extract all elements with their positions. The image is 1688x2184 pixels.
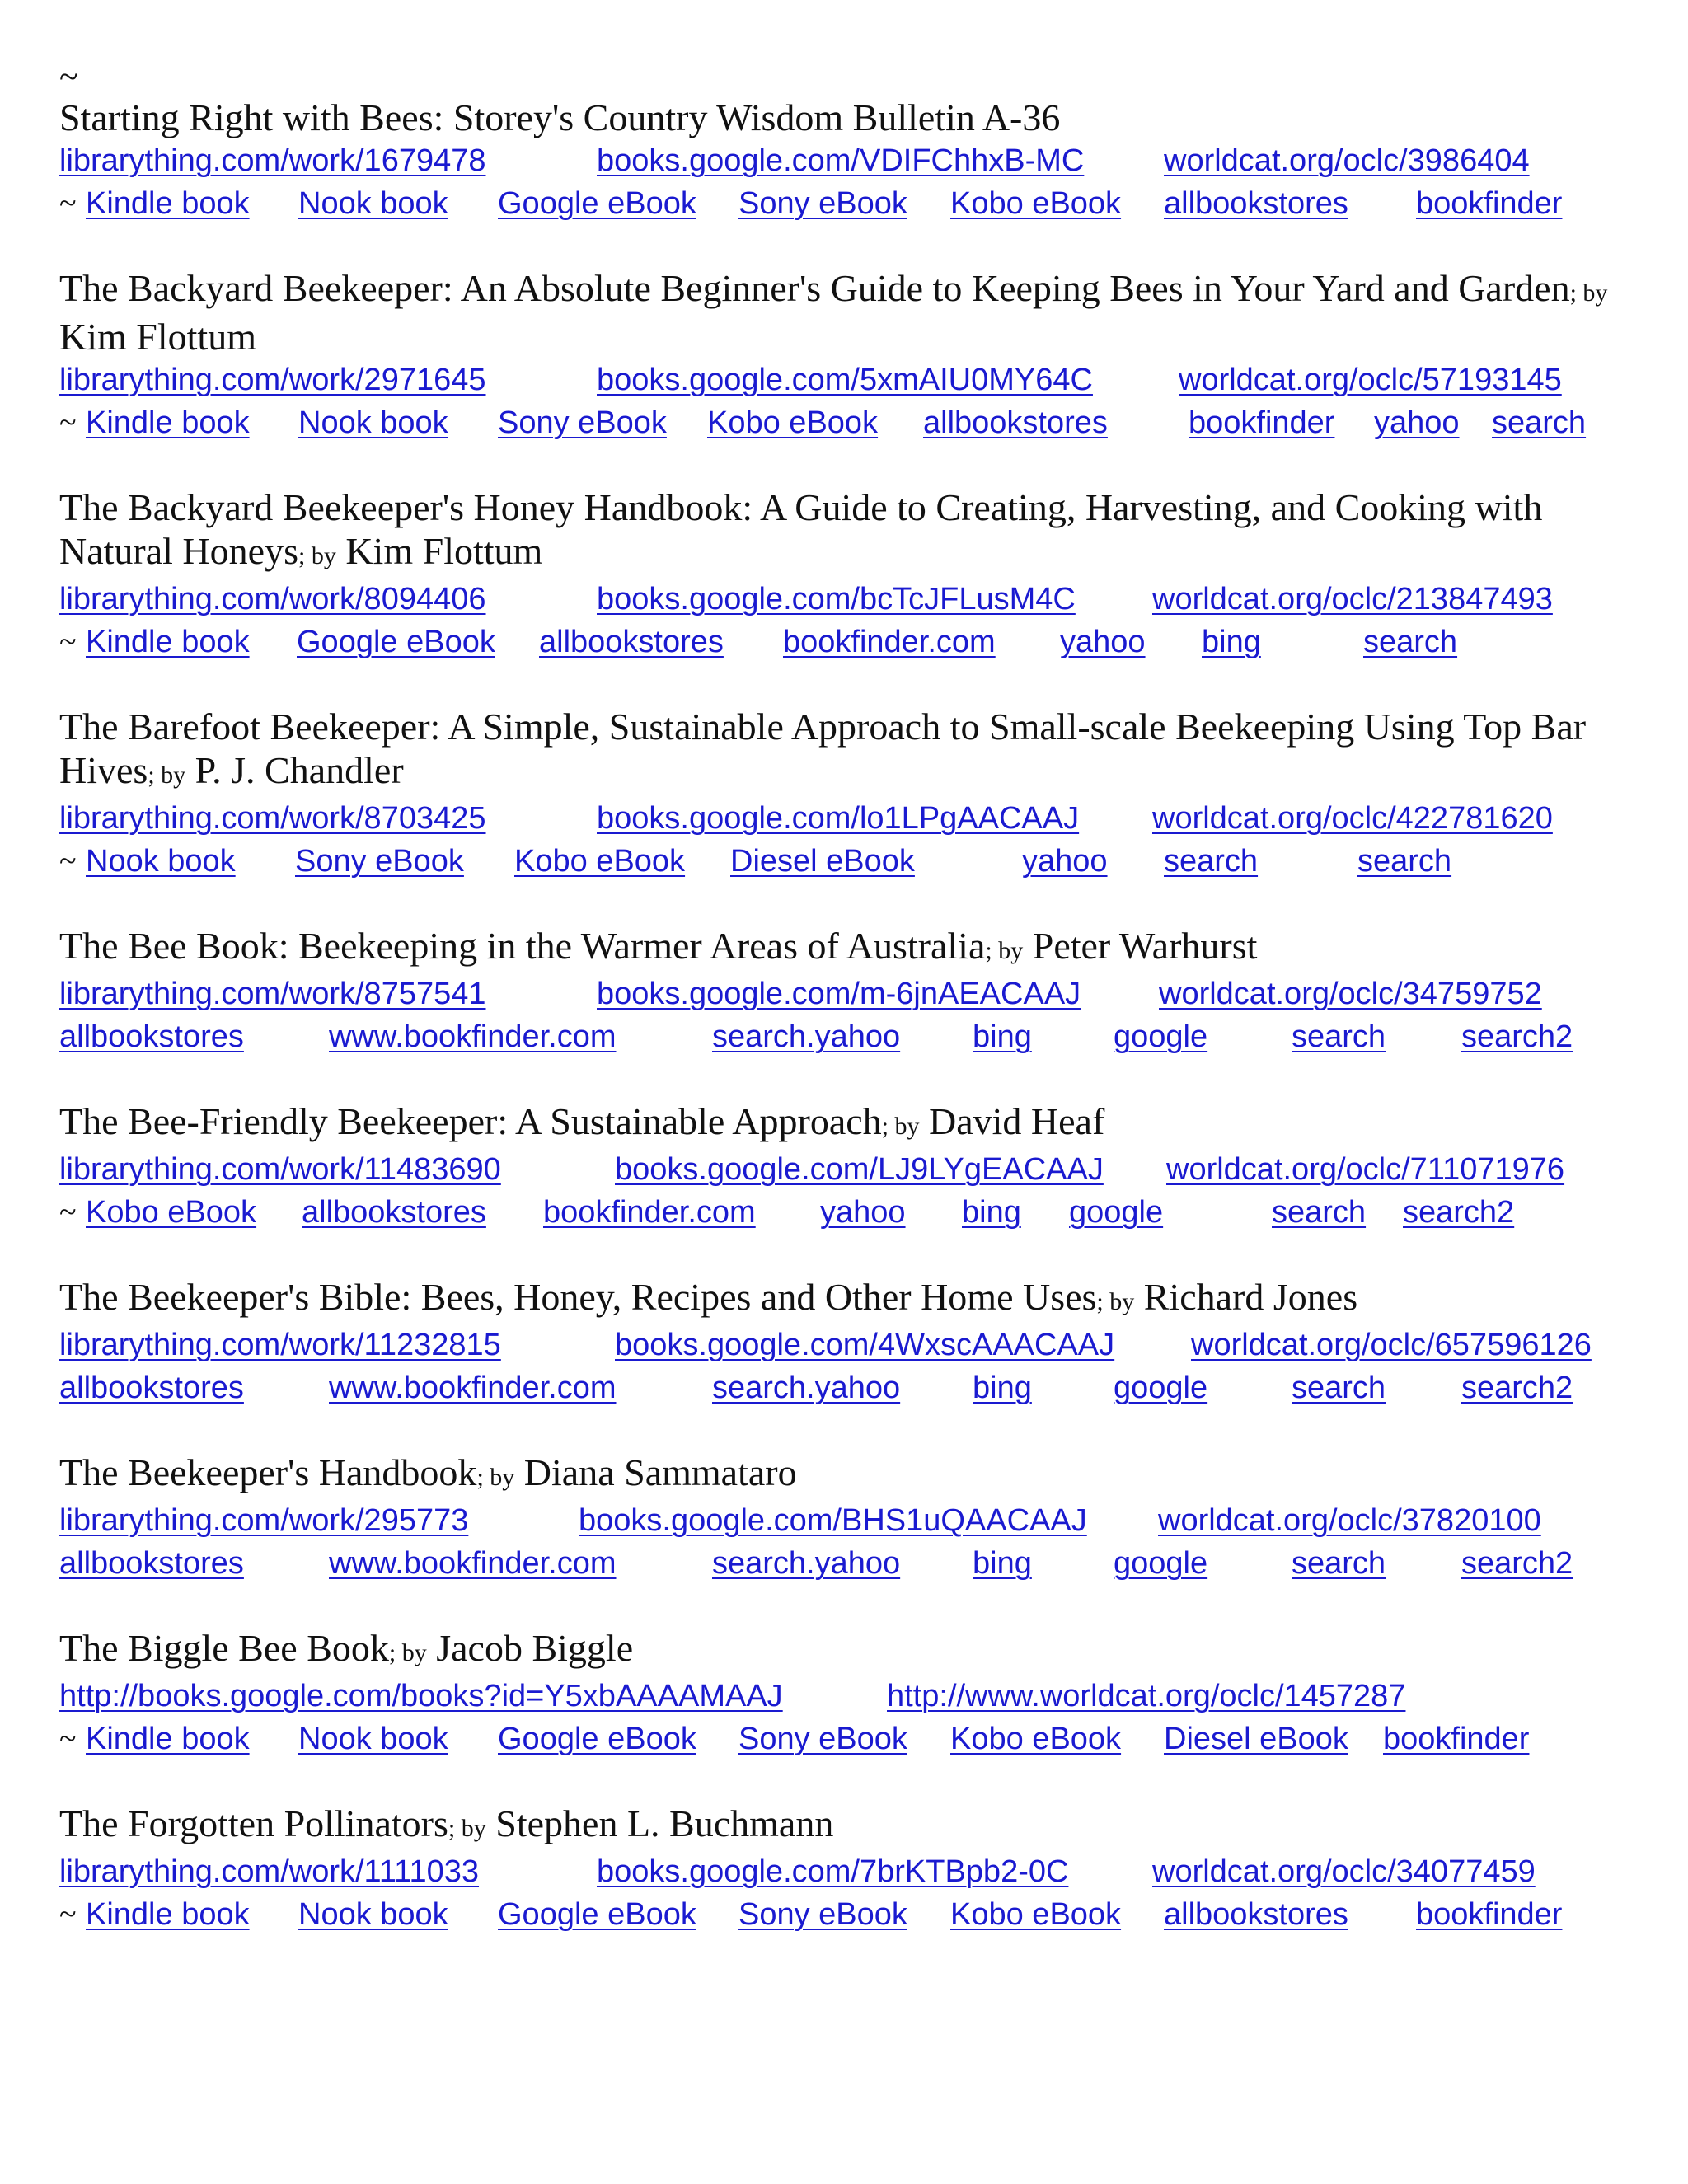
link-search[interactable]: search [1492, 405, 1587, 440]
link-librarything-com-work-1679478[interactable]: librarything.com/work/1679478 [59, 143, 486, 178]
link-books-google-com-bctcjflusm4c[interactable]: books.google.com/bcTcJFLusM4C [597, 582, 1076, 616]
link-search[interactable]: search [1292, 1019, 1386, 1054]
link-books-google-com-bhs1uqaacaaj[interactable]: books.google.com/BHS1uQAACAAJ [579, 1503, 1087, 1538]
book-entry [59, 485, 1642, 663]
link-books-google-com-7brktbpb2-0c[interactable]: books.google.com/7brKTBpb2-0C [597, 1854, 1069, 1889]
link-bookfinder-com[interactable]: bookfinder.com [543, 1195, 756, 1230]
link-google-ebook[interactable]: Google eBook [297, 625, 495, 659]
by-label: ; by [985, 937, 1024, 964]
link-kobo-ebook[interactable]: Kobo eBook [707, 405, 879, 440]
link-nook-book[interactable]: Nook book [86, 844, 236, 879]
link-books-google-com-5xmaiu0my64c[interactable]: books.google.com/5xmAIU0MY64C [597, 363, 1093, 397]
book-title [59, 1451, 1642, 1499]
link-allbookstores[interactable]: allbookstores [539, 625, 724, 659]
link-worldcat-org-oclc-37820100[interactable]: worldcat.org/oclc/37820100 [1158, 1503, 1541, 1538]
link-kobo-ebook[interactable]: Kobo eBook [86, 1195, 257, 1230]
link-allbookstores[interactable]: allbookstores [1164, 1897, 1348, 1932]
link-worldcat-org-oclc-657596126[interactable]: worldcat.org/oclc/657596126 [1191, 1328, 1592, 1362]
book-entry [59, 1099, 1642, 1234]
link-search-yahoo[interactable]: search.yahoo [712, 1546, 901, 1581]
book-author: Richard Jones [1143, 1276, 1358, 1318]
link-sony-ebook[interactable]: Sony eBook [738, 186, 907, 221]
by-label: ; by [1569, 279, 1608, 307]
store-links-row [59, 840, 1642, 883]
book-author: Peter Warhurst [1032, 925, 1258, 967]
book-entry [59, 1802, 1642, 1936]
link-books-google-com-lj9lygeacaaj[interactable]: books.google.com/LJ9LYgEACAAJ [615, 1152, 1104, 1187]
link-google[interactable]: google [1114, 1546, 1208, 1581]
store-links-row [59, 1191, 1642, 1234]
book-author: Jacob Biggle [436, 1627, 634, 1669]
link-bookfinder[interactable]: bookfinder [1416, 186, 1563, 221]
book-title [59, 485, 1642, 578]
book-title-text: The Beekeeper's Handbook [59, 1451, 477, 1493]
link-http-www-worldcat-org-oclc-1457287[interactable]: http://www.worldcat.org/oclc/1457287 [887, 1679, 1406, 1713]
book-entry [59, 705, 1642, 883]
link-worldcat-org-oclc-34077459[interactable]: worldcat.org/oclc/34077459 [1152, 1854, 1536, 1889]
by-label: ; by [448, 1815, 486, 1842]
book-title-text: The Bee Book: Beekeeping in the Warmer Areas of Australia [59, 925, 986, 967]
link-sony-ebook[interactable]: Sony eBook [738, 1897, 907, 1932]
book-author: Diana Sammataro [523, 1451, 797, 1493]
link-allbookstores[interactable]: allbookstores [59, 1546, 244, 1581]
top-tilde: ~ [59, 59, 78, 96]
link-google-ebook[interactable]: Google eBook [498, 1897, 696, 1932]
link-librarything-com-work-8703425[interactable]: librarything.com/work/8703425 [59, 801, 486, 836]
tilde-marker: ~ [59, 1897, 77, 1932]
tilde-marker: ~ [59, 625, 77, 659]
catalog-links-row [59, 1675, 1642, 1718]
link-bookfinder-com[interactable]: bookfinder.com [783, 625, 996, 659]
link-kindle-book[interactable]: Kindle book [86, 405, 250, 440]
link-bookfinder[interactable]: bookfinder [1383, 1722, 1530, 1756]
book-title [59, 96, 1642, 139]
book-author: Kim Flottum [59, 316, 256, 358]
link-nook-book[interactable]: Nook book [298, 1897, 448, 1932]
link-search[interactable]: search [1164, 844, 1259, 879]
link-bookfinder[interactable]: bookfinder [1416, 1897, 1563, 1932]
link-bing[interactable]: bing [973, 1371, 1032, 1405]
link-search2[interactable]: search2 [1461, 1019, 1573, 1054]
book-title [59, 1275, 1642, 1324]
by-label: ; by [1096, 1288, 1135, 1315]
document-page [59, 59, 1642, 1977]
by-label: ; by [148, 762, 186, 789]
catalog-links-row [59, 972, 1642, 1015]
link-yahoo[interactable]: yahoo [1022, 844, 1108, 879]
store-links-row [59, 401, 1642, 444]
book-title-text: The Biggle Bee Book [59, 1627, 389, 1669]
book-title-text: The Forgotten Pollinators [59, 1802, 448, 1844]
link-search2[interactable]: search2 [1403, 1195, 1515, 1230]
book-entry [59, 924, 1642, 1058]
store-links-row [59, 1893, 1642, 1936]
link-kindle-book[interactable]: Kindle book [86, 625, 250, 659]
book-title-text: The Barefoot Beekeeper: A Simple, Sustainable Approach to Small-scale Beekeeping Using Top Bar Hives [59, 705, 1587, 791]
catalog-links-row [59, 578, 1642, 621]
link-search-yahoo[interactable]: search.yahoo [712, 1371, 901, 1405]
link-bookfinder[interactable]: bookfinder [1189, 405, 1335, 440]
link-search-yahoo[interactable]: search.yahoo [712, 1019, 901, 1054]
book-title [59, 1626, 1642, 1675]
catalog-links-row [59, 139, 1642, 182]
link-librarything-com-work-8757541[interactable]: librarything.com/work/8757541 [59, 977, 486, 1011]
store-links-row [59, 621, 1642, 663]
catalog-links-row [59, 1148, 1642, 1191]
link-search2[interactable]: search2 [1461, 1546, 1573, 1581]
link-search[interactable]: search [1272, 1195, 1367, 1230]
link-search2[interactable]: search2 [1461, 1371, 1573, 1405]
link-books-google-com-m-6jnaeacaaj[interactable]: books.google.com/m-6jnAEACAAJ [597, 977, 1081, 1011]
link-books-google-com-lo1lpgaacaaj[interactable]: books.google.com/lo1LPgAACAAJ [597, 801, 1080, 836]
link-search[interactable]: search [1357, 844, 1452, 879]
store-links-row [59, 1542, 1642, 1585]
link-google[interactable]: google [1114, 1019, 1208, 1054]
link-yahoo[interactable]: yahoo [1374, 405, 1460, 440]
book-author: P. J. Chandler [195, 749, 404, 791]
link-librarything-com-work-11232815[interactable]: librarything.com/work/11232815 [59, 1328, 501, 1362]
link-bing[interactable]: bing [962, 1195, 1021, 1230]
link-diesel-ebook[interactable]: Diesel eBook [1164, 1722, 1348, 1756]
link-bing[interactable]: bing [1202, 625, 1261, 659]
link-kindle-book[interactable]: Kindle book [86, 186, 250, 221]
by-label: ; by [388, 1639, 427, 1666]
tilde-marker: ~ [59, 186, 77, 221]
book-entry [59, 1451, 1642, 1585]
link-librarything-com-work-11483690[interactable]: librarything.com/work/11483690 [59, 1152, 501, 1187]
link-worldcat-org-oclc-3986404[interactable]: worldcat.org/oclc/3986404 [1164, 143, 1530, 178]
link-worldcat-org-oclc-711071976[interactable]: worldcat.org/oclc/711071976 [1166, 1152, 1565, 1187]
link-kobo-ebook[interactable]: Kobo eBook [950, 186, 1122, 221]
link-google-ebook[interactable]: Google eBook [498, 1722, 696, 1756]
book-entry [59, 96, 1642, 225]
link-allbookstores[interactable]: allbookstores [1164, 186, 1348, 221]
link-books-google-com-vdifchhxb-mc[interactable]: books.google.com/VDIFChhxB-MC [597, 143, 1085, 178]
book-list [59, 96, 1642, 1936]
catalog-links-row [59, 1324, 1642, 1366]
link-worldcat-org-oclc-57193145[interactable]: worldcat.org/oclc/57193145 [1179, 363, 1562, 397]
link-bing[interactable]: bing [973, 1019, 1032, 1054]
link-yahoo[interactable]: yahoo [1060, 625, 1146, 659]
book-entry [59, 1626, 1642, 1760]
book-entry [59, 266, 1642, 444]
link-worldcat-org-oclc-422781620[interactable]: worldcat.org/oclc/422781620 [1152, 801, 1553, 836]
tilde-marker: ~ [59, 1722, 77, 1756]
link-kobo-ebook[interactable]: Kobo eBook [514, 844, 686, 879]
link-librarything-com-work-295773[interactable]: librarything.com/work/295773 [59, 1503, 469, 1538]
book-author: David Heaf [929, 1100, 1105, 1142]
link-allbookstores[interactable]: allbookstores [923, 405, 1108, 440]
book-title-text: Starting Right with Bees: Storey's Country Wisdom Bulletin A-36 [59, 96, 1061, 138]
book-title [59, 1802, 1642, 1850]
link-www-bookfinder-com[interactable]: www.bookfinder.com [329, 1019, 617, 1054]
link-www-bookfinder-com[interactable]: www.bookfinder.com [329, 1546, 617, 1581]
link-kindle-book[interactable]: Kindle book [86, 1897, 250, 1932]
tilde-marker: ~ [59, 405, 77, 440]
catalog-links-row [59, 359, 1642, 401]
book-title-text: The Backyard Beekeeper: An Absolute Beginner's Guide to Keeping Bees in Your Yard and Garden [59, 267, 1570, 309]
by-label: ; by [298, 542, 336, 569]
link-nook-book[interactable]: Nook book [298, 186, 448, 221]
book-title-text: The Beekeeper's Bible: Bees, Honey, Recipes and Other Home Uses [59, 1276, 1097, 1318]
link-worldcat-org-oclc-34759752[interactable]: worldcat.org/oclc/34759752 [1159, 977, 1542, 1011]
link-www-bookfinder-com[interactable]: www.bookfinder.com [329, 1371, 617, 1405]
link-librarything-com-work-1111033[interactable]: librarything.com/work/1111033 [59, 1854, 480, 1889]
book-title-text: The Backyard Beekeeper's Honey Handbook: A Guide to Creating, Harvesting, and Cooking with Natural Honeys [59, 486, 1543, 572]
link-nook-book[interactable]: Nook book [298, 405, 448, 440]
link-search[interactable]: search [1292, 1371, 1386, 1405]
tilde-marker: ~ [59, 844, 77, 879]
link-sony-ebook[interactable]: Sony eBook [738, 1722, 907, 1756]
link-bing[interactable]: bing [973, 1546, 1032, 1581]
store-links-row [59, 1366, 1642, 1409]
catalog-links-row [59, 797, 1642, 840]
link-google-ebook[interactable]: Google eBook [498, 186, 696, 221]
link-allbookstores[interactable]: allbookstores [59, 1019, 244, 1054]
by-label: ; by [476, 1464, 515, 1491]
catalog-links-row [59, 1850, 1642, 1893]
link-librarything-com-work-2971645[interactable]: librarything.com/work/2971645 [59, 363, 486, 397]
catalog-links-row [59, 1499, 1642, 1542]
store-links-row [59, 1718, 1642, 1760]
link-allbookstores[interactable]: allbookstores [59, 1371, 244, 1405]
by-label: ; by [881, 1113, 920, 1140]
link-librarything-com-work-8094406[interactable]: librarything.com/work/8094406 [59, 582, 486, 616]
link-nook-book[interactable]: Nook book [298, 1722, 448, 1756]
link-allbookstores[interactable]: allbookstores [302, 1195, 486, 1230]
link-kobo-ebook[interactable]: Kobo eBook [950, 1722, 1122, 1756]
link-http-books-google-com-books-id-y5xbaaaam[interactable]: http://books.google.com/books?id=Y5xbAAAAMAAJ [59, 1679, 783, 1713]
book-author: Kim Flottum [345, 530, 543, 572]
link-yahoo[interactable]: yahoo [820, 1195, 906, 1230]
store-links-row [59, 182, 1642, 225]
book-title [59, 924, 1642, 972]
link-google[interactable]: google [1069, 1195, 1164, 1230]
link-books-google-com-4wxscaaacaaj[interactable]: books.google.com/4WxscAAACAAJ [615, 1328, 1115, 1362]
store-links-row [59, 1015, 1642, 1058]
link-worldcat-org-oclc-213847493[interactable]: worldcat.org/oclc/213847493 [1152, 582, 1553, 616]
book-title [59, 266, 1642, 359]
book-entry [59, 1275, 1642, 1409]
link-sony-ebook[interactable]: Sony eBook [295, 844, 464, 879]
link-kobo-ebook[interactable]: Kobo eBook [950, 1897, 1122, 1932]
tilde-marker: ~ [59, 1195, 77, 1230]
link-sony-ebook[interactable]: Sony eBook [498, 405, 667, 440]
book-title-text: The Bee-Friendly Beekeeper: A Sustainable Approach [59, 1100, 882, 1142]
link-search[interactable]: search [1363, 625, 1458, 659]
book-author: Stephen L. Buchmann [495, 1802, 834, 1844]
link-kindle-book[interactable]: Kindle book [86, 1722, 250, 1756]
book-title [59, 705, 1642, 797]
link-diesel-ebook[interactable]: Diesel eBook [730, 844, 915, 879]
book-title [59, 1099, 1642, 1148]
link-google[interactable]: google [1114, 1371, 1208, 1405]
link-search[interactable]: search [1292, 1546, 1386, 1581]
